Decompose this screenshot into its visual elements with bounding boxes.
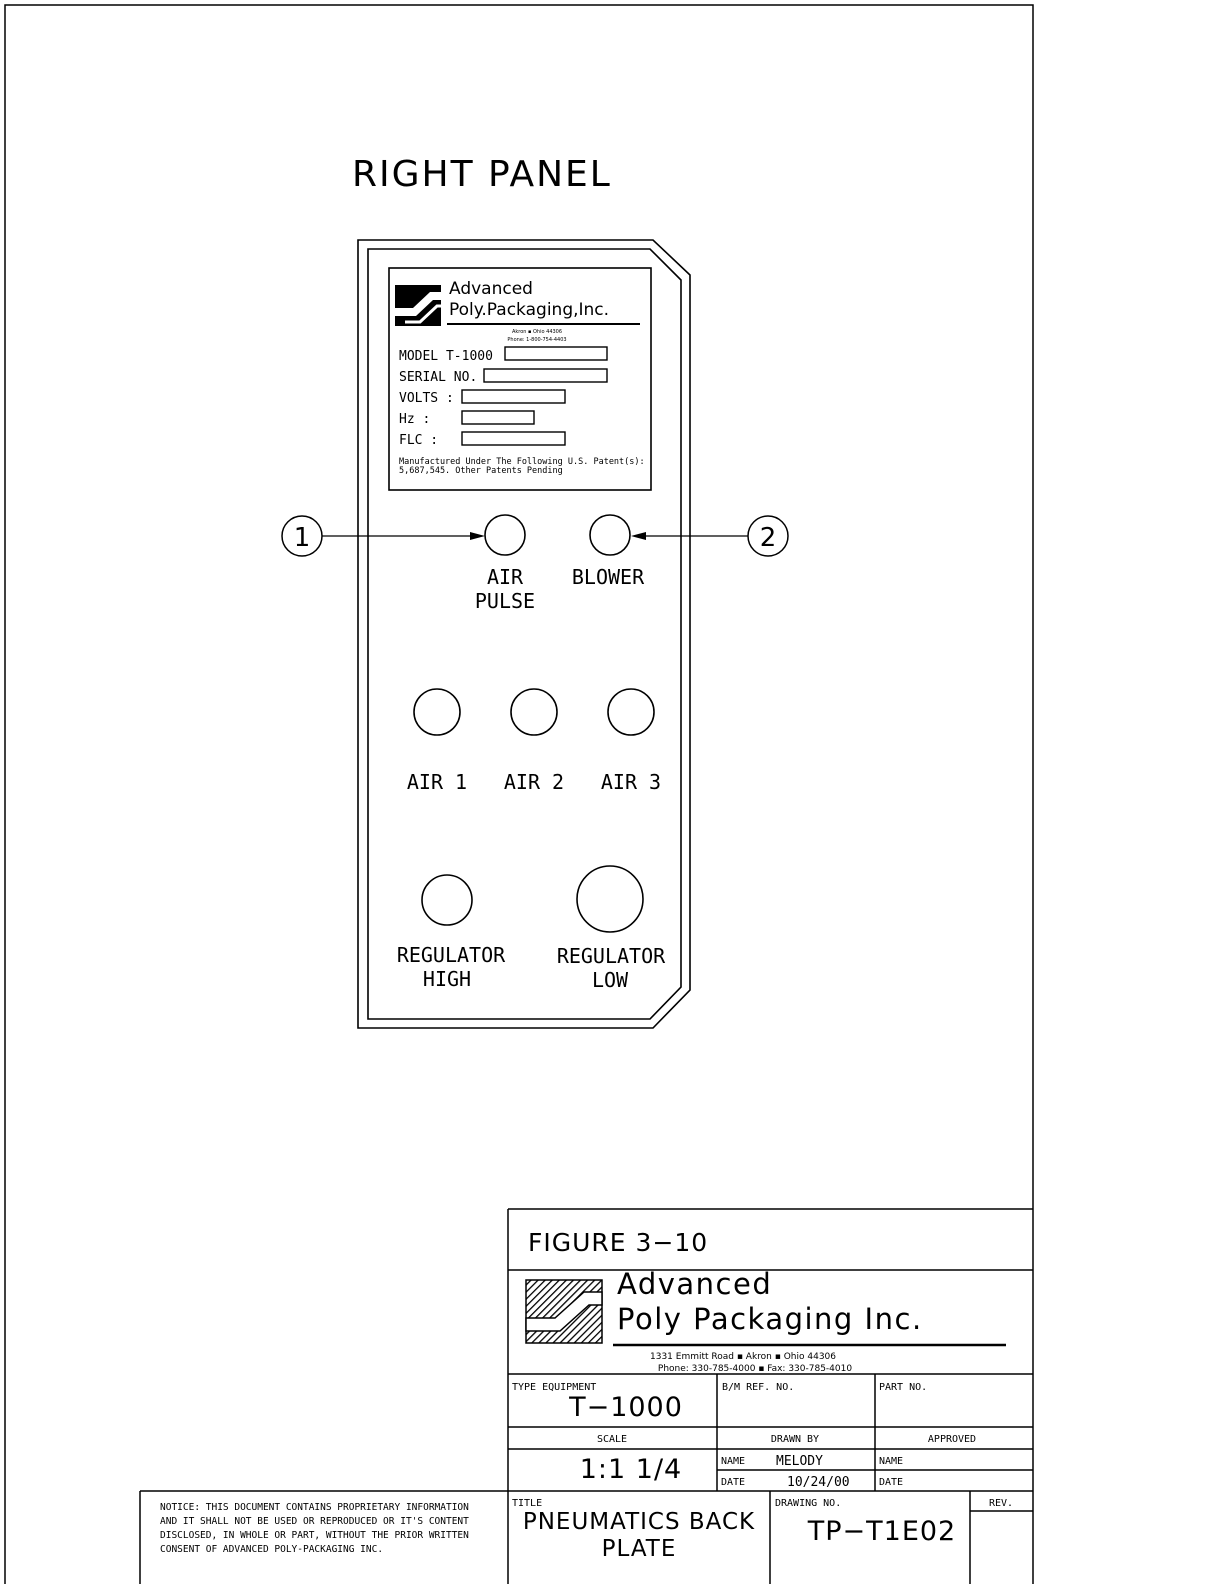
nameplate-phone: Phone: 1-800-754-4403 [507,337,567,343]
title-line1: PNEUMATICS BACK [522,1509,756,1535]
nameplate [389,268,651,490]
nameplate-address: Akron ▪ Ohio 44306 [511,329,563,335]
regulator-high-label-line2: HIGH [422,967,472,991]
callout-2-number: 2 [759,523,777,553]
company-name-line1: Advanced [617,1267,773,1301]
nameplate-box-flc [462,432,565,445]
drawing-no-value: TP−T1E02 [807,1516,957,1547]
nameplate-box-model [505,347,607,360]
air-3-knob [608,689,654,735]
nameplate-brand-line1: Advanced [449,279,533,299]
nameplate-box-volts [462,390,565,403]
approved-date-label: DATE [879,1477,904,1488]
panel-outline-inner [368,249,681,1019]
nameplate-patent-line1: Manufactured Under The Following U.S. Patent(s): [399,457,645,467]
scale-value: 1:1 1/4 [579,1454,683,1485]
air-2-knob [511,689,557,735]
air-pulse-label-line1: AIR [486,565,524,589]
nameplate-field-serial: SERIAL NO. [399,370,478,385]
nameplate-field-flc: FLC : [399,433,439,448]
notice-line4: CONSENT OF ADVANCED POLY-PACKAGING INC. [160,1544,384,1555]
nameplate-box-hz [462,411,534,424]
bm-ref-label: B/M REF. NO. [722,1382,795,1393]
callout-1-number: 1 [293,523,311,553]
air-1-label: AIR 1 [406,770,468,794]
nameplate-field-hz: Hz : [399,412,431,427]
type-equipment-label: TYPE EQUIPMENT [512,1382,597,1393]
regulator-low-label-line2: LOW [591,968,629,992]
air-pulse-knob [485,515,525,555]
nameplate-logo [395,285,441,326]
drawn-date-label: DATE [721,1477,746,1488]
air-1-knob [414,689,460,735]
nameplate-field-volts: VOLTS : [399,391,454,406]
regulator-low-knob [577,866,643,932]
title-line2: PLATE [601,1536,677,1562]
notice-line1: NOTICE: THIS DOCUMENT CONTAINS PROPRIETARY INFORMATION [160,1502,469,1513]
regulator-high-knob [422,875,472,925]
company-name-line2: Poly Packaging Inc. [617,1302,923,1336]
approved-label: APPROVED [927,1434,977,1445]
title-label: TITLE [512,1498,543,1509]
notice-line3: DISCLOSED, IN WHOLE OR PART, WITHOUT THE PRIOR WRITTEN [160,1530,469,1541]
company-address: 1331 Emmitt Road ▪ Akron ▪ Ohio 44306 [650,1352,836,1362]
approved-name-label: NAME [879,1456,904,1467]
air-3-label: AIR 3 [600,770,662,794]
part-no-label: PART NO. [879,1382,928,1393]
nameplate-brand-line2: Poly.Packaging,Inc. [449,300,610,320]
company-logo [526,1280,602,1343]
callout-1-arrowhead [470,532,485,540]
drawn-name-value: MELODY [776,1454,823,1469]
callout-2-arrowhead [631,532,646,540]
air-2-label: AIR 2 [503,770,565,794]
drawn-name-label: NAME [721,1456,746,1467]
notice-line2: AND IT SHALL NOT BE USED OR REPRODUCED OR IT'S CONTENT [160,1516,469,1527]
drawn-date-value: 10/24/00 [787,1475,850,1490]
scale-label: SCALE [596,1434,628,1445]
blower-knob [590,515,630,555]
regulator-high-label-line1: REGULATOR [396,943,506,967]
panel-title: RIGHT PANEL [352,154,612,195]
air-pulse-label-line2: PULSE [474,589,536,613]
sheet-border [5,5,1033,1584]
company-phone-fax: Phone: 330-785-4000 ▪ Fax: 330-785-4010 [657,1364,853,1374]
blower-label: BLOWER [571,565,645,589]
type-equipment-value: T−1000 [569,1392,683,1423]
drawing-no-label: DRAWING NO. [775,1498,842,1509]
regulator-low-label-line1: REGULATOR [556,944,666,968]
nameplate-box-serial [484,369,607,382]
nameplate-patent-line2: 5,687,545. Other Patents Pending [399,466,563,476]
drawn-by-label: DRAWN BY [770,1434,820,1445]
figure-number: FIGURE 3−10 [528,1228,709,1257]
rev-label: REV. [988,1498,1014,1509]
nameplate-field-model: MODEL T-1000 [399,349,493,364]
